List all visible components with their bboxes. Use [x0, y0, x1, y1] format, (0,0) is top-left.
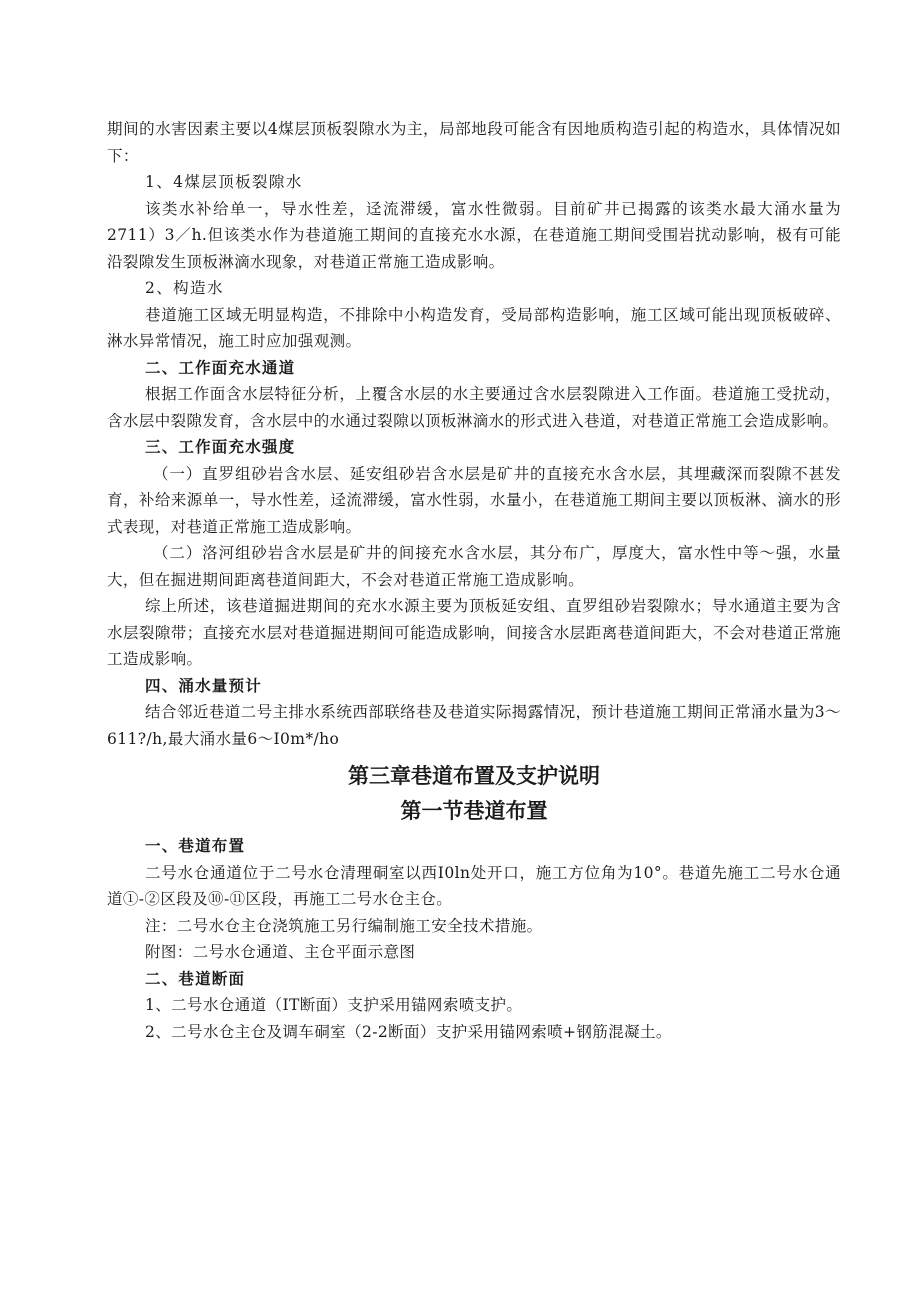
paragraph-roof-fissure-water: 该类水补给单一，导水性差，迳流滞缓，富水性微弱。目前矿井已揭露的该类水最大涌水量为2711）3／h.但该类水作为巷道施工期间的直接充水水源，在巷道施工期间受围岩扰动影响，极有可能沿裂隙发生顶板淋滴水现象，对巷道正常施工造成影响。	[107, 199, 841, 271]
document-body	[107, 116, 841, 1045]
paragraph-inflow-forecast: 结合邻近巷道二号主排水系统西部联络巷及巷道实际揭露情况，预计巷道施工期间正常涌水量为3～611?/h,最大涌水量6～I0m*/ho	[107, 703, 841, 748]
heading-inflow-forecast: 四、涌水量预计	[145, 675, 262, 695]
paragraph-direct-aquifer: （一）直罗组砂岩含水层、延安组砂岩含水层是矿井的直接充水含水层，其埋藏深而裂隙不甚发育，补给来源单一，导水性差，迳流滞缓，富水性弱，水量小，在巷道施工期间主要以顶板淋、滴水的形式表现，对巷道正常施工造成影响。	[107, 464, 841, 536]
section-title: 第一节巷道布置	[400, 799, 548, 823]
paragraph-summary: 综上所述，该巷道掘进期间的充水水源主要为顶板延安组、直罗组砂岩裂隙水；导水通道主要为含水层裂隙带；直接充水层对巷道掘进期间可能造成影响，间接含水层距离巷道间距大，不会对巷道正常施工造成影响。	[107, 597, 841, 668]
paragraph-intro: 期间的水害因素主要以4煤层顶板裂隙水为主，局部地段可能含有因地质构造引起的构造水，具体情况如下：	[107, 120, 841, 165]
paragraph-note: 注：二号水仓主仓浇筑施工另行编制施工安全技术措施。	[145, 916, 543, 935]
chapter-title: 第三章巷道布置及支护说明	[348, 764, 600, 788]
heading-water-channel: 二、工作面充水通道	[145, 357, 296, 377]
heading-water-intensity: 三、工作面充水强度	[145, 437, 296, 456]
paragraph-water-channel: 根据工作面含水层特征分析，上覆含水层的水主要通过含水层裂隙进入工作面。巷道施工受扰动，含水层中裂隙发育，含水层中的水通过裂隙以顶板淋滴水的形式进入巷道，对巷道正常施工会造成影响。	[107, 385, 841, 430]
heading-roadway-layout: 一、巷道布置	[145, 836, 246, 855]
paragraph-section-1: 1、二号水仓通道（IT断面）支护采用锚网索喷支护。	[145, 996, 523, 1014]
heading-roof-fissure-water: 1、4煤层顶板裂隙水	[145, 173, 303, 191]
paragraph-indirect-aquifer: （二）洛河组砂岩含水层是矿井的间接充水含水层，其分布广，厚度大，富水性中等～强，水量大，但在掘进期间距离巷道间距大，不会对巷道正常施工造成影响。	[107, 544, 841, 589]
paragraph-structural-water: 巷道施工区域无明显构造，不排除中小构造发育，受局部构造影响，施工区域可能出现顶板破碎、淋水异常情况，施工时应加强观测。	[107, 305, 841, 350]
heading-structural-water: 2、构造水	[145, 279, 224, 297]
paragraph-attachment: 附图：二号水仓通道、主仓平面示意图	[145, 943, 416, 961]
paragraph-section-2: 2、二号水仓主仓及调车硐室（2-2断面）支护采用锚网索喷+钢筋混凝土。	[145, 1022, 672, 1041]
paragraph-roadway-layout: 二号水仓通道位于二号水仓清理硐室以西I0ln处开口，施工方位角为10°。巷道先施工二号水仓通道①-②区段及⑩-⑪区段，再施工二号水仓主仓。	[107, 863, 841, 908]
heading-roadway-section: 二、巷道断面	[145, 968, 246, 988]
